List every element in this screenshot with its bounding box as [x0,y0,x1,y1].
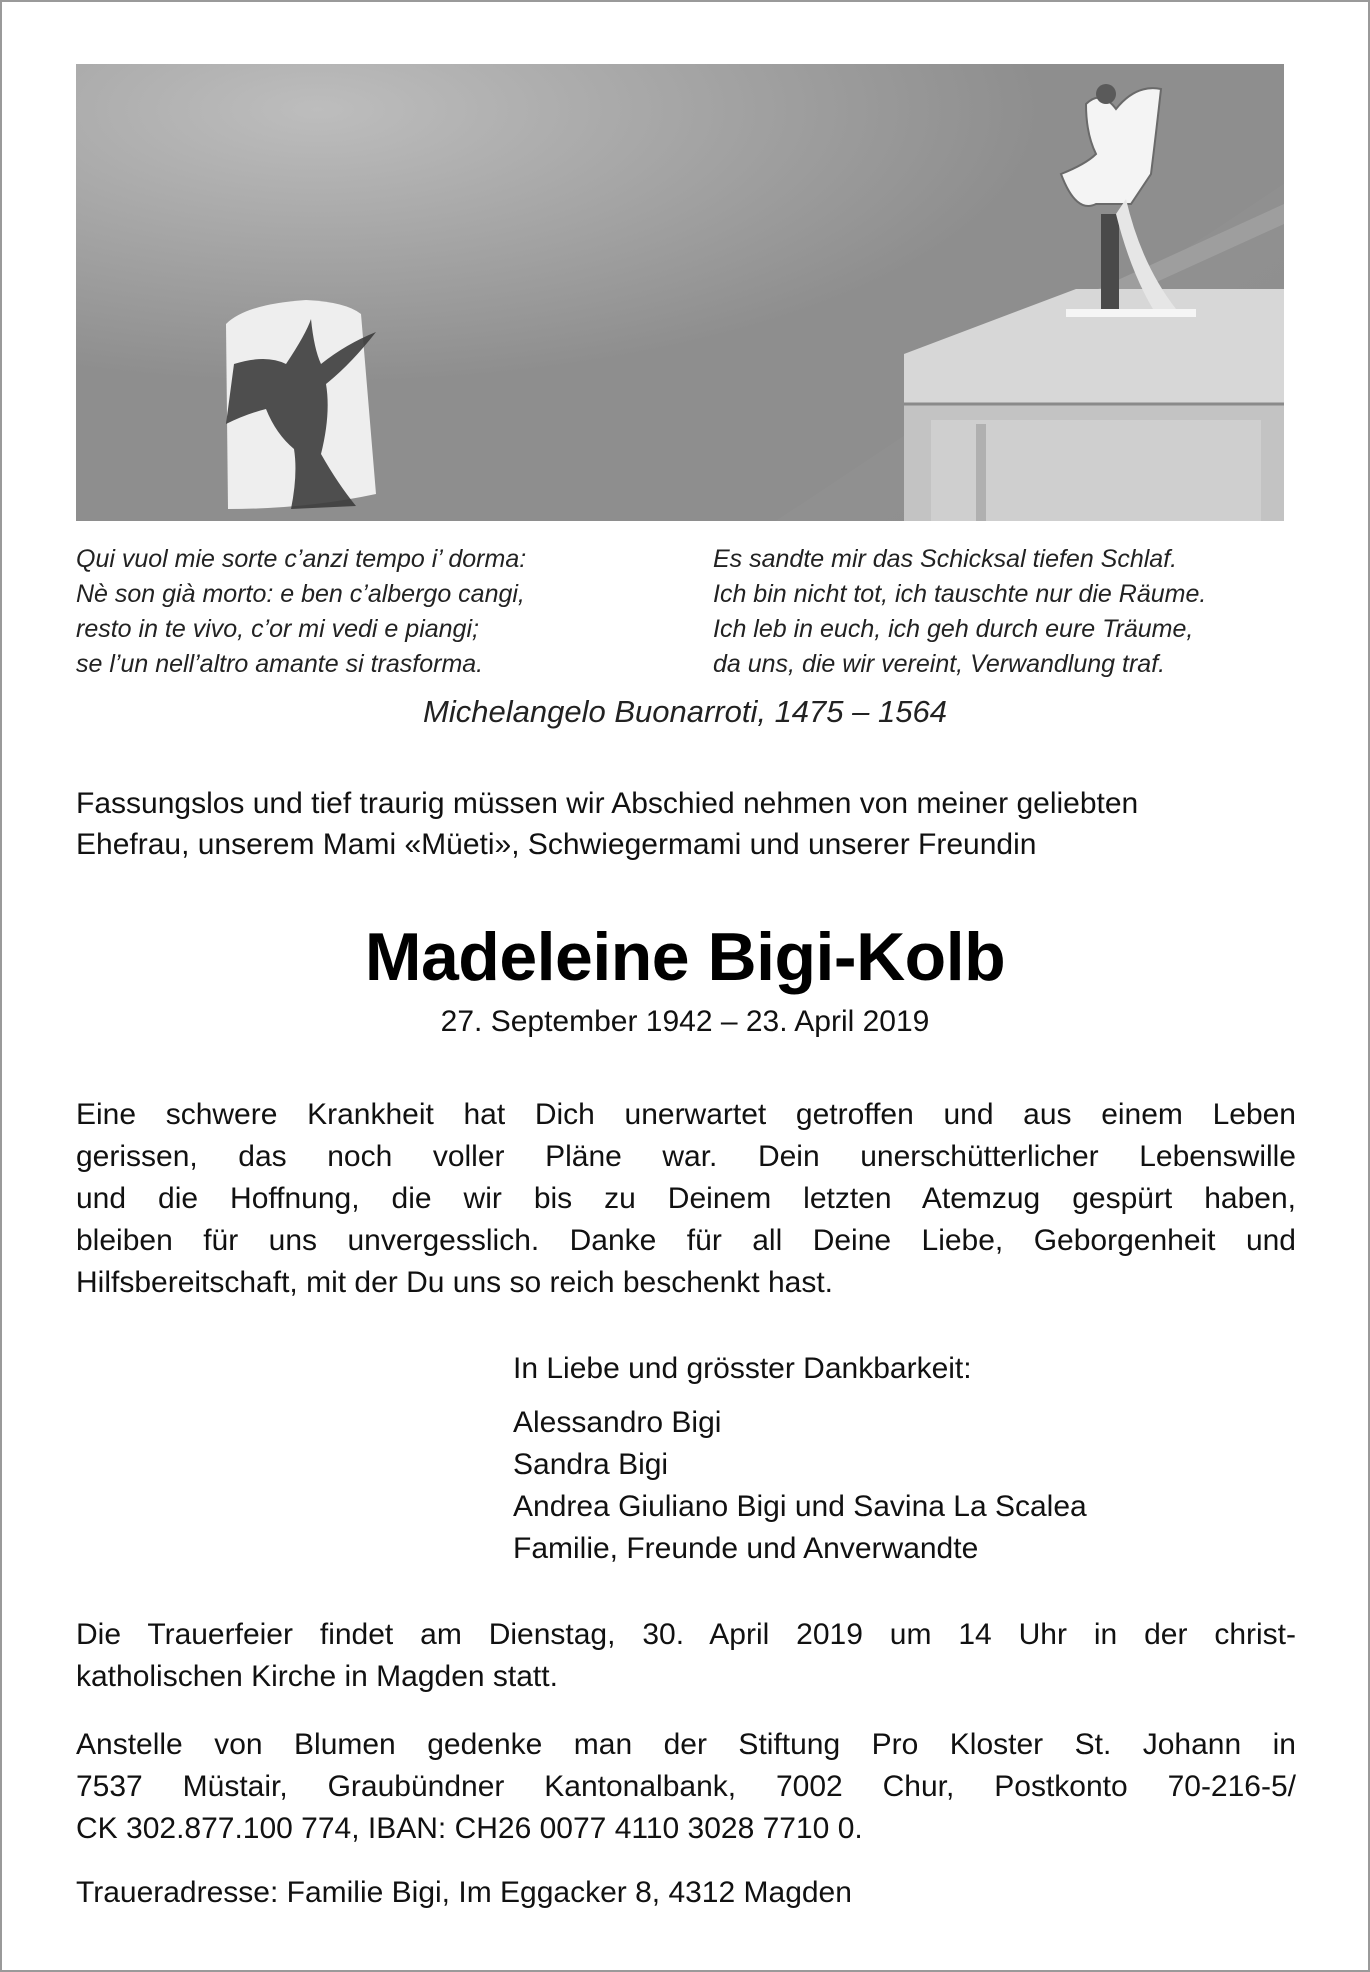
poem-line: Es sandte mir das Schicksal tiefen Schlaf. [713,545,1178,573]
deceased-name: Madeleine Bigi-Kolb [364,919,1006,995]
poem-line: se l’un nell’altro amante si trasforma. [76,650,484,678]
photo-illustration [76,64,1284,521]
poem-line: da uns, die wir vereint, Verwandlung traf. [713,650,1166,678]
poem-line: Nè son già morto: e ben c’albergo cangi, [76,580,525,608]
mourning-address: Traueradresse: Familie Bigi, Im Eggacker 8, 4312 Magden [76,1876,852,1909]
tribute-line: und die Hoffnung, die wir bis zu Deinem letzten Atemzug gespürt haben, [76,1182,1296,1215]
ceremony-line: katholischen Kirche in Magden statt. [76,1660,558,1693]
poem-line: Ich bin nicht tot, ich tauschte nur die Räume. [713,580,1207,608]
mourners-signoff [513,1348,1293,1570]
life-dates: 27. September 1942 – 23. April 2019 [440,1005,930,1038]
tribute-line: gerissen, das noch voller Pläne war. Dein unerschütterlicher Lebenswille [76,1140,1296,1173]
poem-line: resto in te vivo, c’or mi vedi e piangi; [76,615,479,643]
donation-line: CK 302.877.100 774, IBAN: CH26 0077 4110 3028 7710 0. [76,1812,863,1845]
poem-line: Ich leb in euch, ich geh durch eure Träume, [713,615,1194,643]
donation-line: Anstelle von Blumen gedenke man der Stiftung Pro Kloster St. Johann in [76,1728,1296,1761]
poem-italian [76,542,526,682]
tribute-paragraph [76,1094,1296,1304]
poem-line: Qui vuol mie sorte c’anzi tempo i’ dorma: [76,545,527,573]
mourner-name: Familie, Freunde und Anverwandte [513,1532,979,1565]
intro-text [76,783,1296,865]
donation-info [76,1724,1296,1850]
mourner-name: Sandra Bigi [513,1448,669,1481]
mourner-name: Alessandro Bigi [513,1406,722,1439]
intro-line: Fassungslos und tief traurig müssen wir Abschied nehmen von meiner geliebten [76,787,1139,820]
tribute-line: bleiben für uns unvergesslich. Danke für all Deine Liebe, Geborgenheit und [76,1224,1296,1257]
ceremony-line: Die Trauerfeier findet am Dienstag, 30. April 2019 um 14 Uhr in der christ- [76,1618,1296,1651]
mourner-name: Andrea Giuliano Bigi und Savina La Scalea [513,1490,1087,1523]
angel-shadow-photo [76,64,1284,521]
ceremony-info [76,1614,1296,1698]
intro-line: Ehefrau, unserem Mami «Müeti», Schwiegermami und unserer Freundin [76,828,1037,861]
poem-attribution: Michelangelo Buonarroti, 1475 – 1564 [423,694,947,729]
signoff-thanks: In Liebe und grösster Dankbarkeit: [513,1352,972,1385]
donation-line: 7537 Müstair, Graubündner Kantonalbank, 7002 Chur, Postkonto 70-216-5/ [76,1770,1296,1803]
tribute-line: Hilfsbereitschaft, mit der Du uns so reich beschenkt hast. [76,1266,834,1299]
tribute-line: Eine schwere Krankheit hat Dich unerwartet getroffen und aus einem Leben [76,1098,1296,1131]
poem-german [713,542,1206,682]
